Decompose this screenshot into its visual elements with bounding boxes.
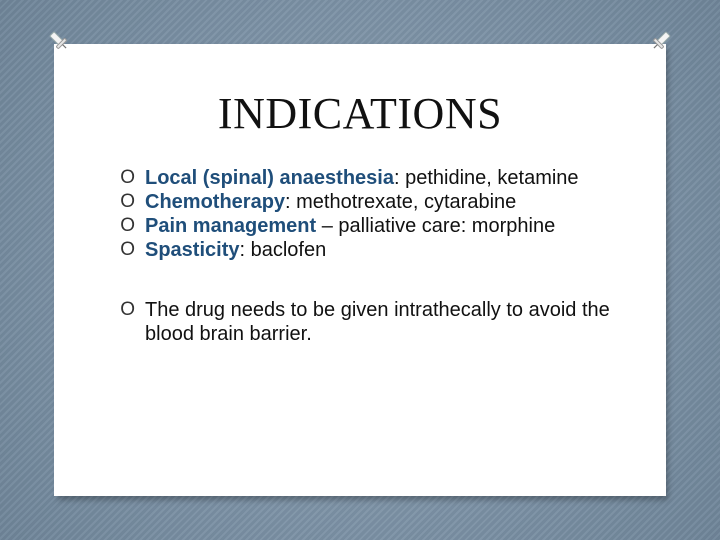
item-term: Spasticity (145, 239, 240, 261)
slide-title: INDICATIONS (217, 89, 503, 138)
list-item (52, 214, 662, 238)
item-detail: : pethidine, ketamine (393, 167, 579, 189)
bullet-marker: O (120, 167, 135, 188)
list-item (52, 166, 662, 190)
item-detail: : baclofen (239, 239, 327, 261)
item-detail: : methotrexate, cytarabine (285, 191, 517, 213)
list-item (52, 190, 662, 214)
bullet-marker: O (120, 239, 135, 260)
item-detail: – palliative care: morphine (316, 215, 556, 237)
bullet-list (52, 166, 662, 346)
bullet-marker: O (120, 299, 135, 320)
pushpin-icon (650, 30, 672, 52)
item-term: Local (spinal) anaesthesia (145, 167, 394, 189)
bullet-marker: O (120, 191, 135, 212)
note-text: The drug needs to be given intrathecally to avoid the blood brain barrier. (145, 299, 610, 345)
item-term: Pain management (145, 215, 317, 237)
pushpin-icon (48, 30, 70, 52)
item-term: Chemotherapy (145, 191, 286, 213)
list-item (52, 238, 662, 262)
list-item-note (52, 298, 662, 346)
bullet-marker: O (120, 215, 135, 236)
